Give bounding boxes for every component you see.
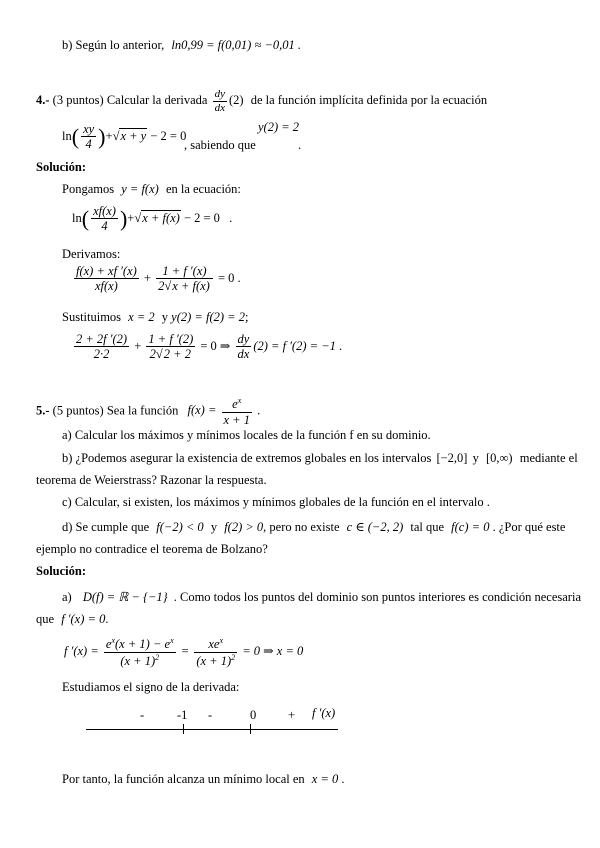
equation-4: $\frac{2 + 2f '(2)}{2\cdot 2}$ + $\frac{1 + f '(2)}{2√2 + 2}$ = 0 ⇒ $\frac{dy}{dx}$ (2) = f ′(2) = −1 . — [76, 332, 343, 362]
dx-label: dx — [214, 101, 225, 114]
solution-a-text: . Como todos los puntos del dominio son puntos interiores es condición necesaria — [173, 590, 581, 604]
sign-fprime: f ′(x) — [312, 706, 336, 720]
condition-y2: y(2) = 2 — [258, 120, 300, 134]
eq5-n1-e: e — [105, 637, 112, 652]
part-b-y: y — [472, 451, 479, 465]
part-b-line1 — [62, 451, 578, 465]
eq3-tail: = 0 — [217, 270, 235, 285]
p5-fx: f(x) = — [187, 403, 217, 418]
eq4-num1: 2 + 2f ′(2) — [76, 332, 128, 346]
problem-4-intro: (3 puntos) Calcular la derivada — [49, 93, 208, 108]
part-d-line2: ejemplo no contradice el teorema de Bolzano? — [36, 542, 268, 556]
eq1-num: xy — [83, 122, 95, 136]
eq4-den2-radicand: 2 + 2 — [163, 347, 191, 362]
eq4-tail: (2) = f ′(2) = −1 — [253, 338, 336, 353]
tal-que: tal que — [410, 520, 445, 534]
equation-2: ln( $\frac{xf(x)}{4}$ )+√x + f(x) − 2 = 0 . — [72, 204, 233, 234]
eq4-dx: dx — [237, 347, 250, 362]
p5-dot: . — [257, 403, 261, 418]
f-minus2: f(−2) < 0 — [156, 520, 204, 534]
eq5-n2: xe — [208, 637, 220, 652]
solution-a-line1 — [62, 590, 581, 604]
eq5-d1: (x + 1) — [120, 653, 156, 668]
eq3-den2-radicand: x + f(x) — [172, 279, 210, 294]
sign-minus-2: - — [208, 708, 213, 722]
sign-value-neg1: -1 — [177, 708, 188, 722]
eq3-dot: . — [237, 270, 241, 285]
domain: D(f) = ℝ − {−1} — [82, 590, 168, 604]
answer-b-line — [62, 38, 301, 52]
x-equals-0: x = 0 — [311, 772, 339, 786]
en-la-ecuacion: en la ecuación: — [165, 182, 241, 196]
eq3-num1: f(x) + xf ′(x) — [76, 264, 137, 278]
problem-5-intro: (5 puntos) Sea la función — [49, 403, 179, 418]
sign-plus: + — [288, 708, 296, 722]
derivative-fraction — [213, 88, 227, 114]
eq5-d2-exp: 2 — [231, 652, 236, 662]
conclusion-line — [62, 772, 345, 786]
ln-label: ln — [62, 128, 72, 143]
implicit-equation: ln( $\frac{xy}{4}$ )+√x + y − 2 = 0 — [62, 122, 187, 152]
part-c: c) Calcular, si existen, los máximos y mínimos globales de la función en el intervalo . — [62, 495, 490, 509]
sign-value-0: 0 — [250, 708, 257, 722]
solution-a-label: a) — [62, 590, 72, 604]
dy-label: dy — [214, 88, 225, 100]
eq2-radicand: x + f(x) — [142, 210, 180, 225]
eq5-tail: = 0 ⇒ x = 0 — [242, 643, 304, 658]
tick-0 — [250, 724, 251, 734]
eq5-n1-body: (x + 1) − e — [115, 637, 171, 652]
eq2-plus: + — [127, 210, 135, 225]
sign-axis — [86, 729, 338, 730]
sa2-dot: . — [105, 612, 109, 626]
part-d-line1 — [62, 520, 565, 534]
eq5-d1-exp: 2 — [155, 652, 160, 662]
semicolon: ; — [244, 310, 249, 324]
x-equals-2: x = 2 — [128, 310, 155, 324]
eq2-dot: . — [229, 210, 233, 225]
sabiendo-text: , sabiendo que — [184, 138, 256, 152]
eq5-lhs: f ′(x) = — [64, 643, 99, 658]
eq1-radicand: x + y — [120, 128, 147, 143]
pongamos-line — [62, 182, 241, 196]
derivamos-label: Derivamos: — [62, 247, 121, 261]
problem-4-number: 4.- — [36, 93, 50, 108]
part-a: a) Calcular los máximos y mínimos locales de la función f en su dominio. — [62, 428, 431, 442]
problem-5-statement — [36, 396, 260, 427]
eq4-dy: dy — [237, 332, 250, 346]
eq4-dot: . — [339, 338, 343, 353]
solution-5-title: Solución: — [36, 564, 87, 578]
eq2-ln: ln — [72, 210, 82, 225]
eq3-num2: 1 + f ′(x) — [156, 264, 213, 279]
y2-value: y(2) = f(2) = 2 — [171, 310, 245, 324]
eq1-fraction — [81, 122, 96, 152]
sustituimos-line — [62, 310, 248, 324]
dot: . — [298, 138, 302, 152]
f-2: f(2) > 0 — [224, 520, 264, 534]
que: que — [36, 612, 55, 626]
interval-1: [−2,0] — [436, 451, 468, 465]
equation-3: $\frac{f(x) + xf '(x)}{xf(x)}$ + $\frac{1 + f '(x)}{2√x + f(x)}$ = 0 . — [76, 264, 241, 294]
c-in-interval: c ∈ (−2, 2) — [346, 520, 404, 534]
eq5-n2-exp: x — [219, 636, 224, 645]
eq1-tail: − 2 = 0 — [150, 128, 187, 143]
eq5-d2: (x + 1) — [196, 653, 232, 668]
p5-num-e: e — [232, 397, 238, 412]
fprime-zero: f ′(x) = 0 — [61, 612, 106, 626]
solution-4-title: Solución: — [36, 160, 87, 174]
eq5-n1b-exp: x — [170, 636, 174, 645]
problem-4-rest: de la función implícita definida por la ecuación — [250, 93, 488, 108]
at-two: (2) — [229, 93, 244, 108]
eq2-den: 4 — [101, 219, 108, 234]
answer-b-text: b) Según lo anterior, — [62, 38, 165, 52]
eq5-n1-exp: x — [111, 636, 116, 645]
conclusion-text: Por tanto, la función alcanza un mínimo local en — [62, 772, 305, 786]
tick-neg1 — [183, 724, 184, 734]
interval-2: [0,∞) — [485, 451, 513, 465]
eq3-den1: xf(x) — [94, 279, 118, 294]
y-equals-fx: y = f(x) — [121, 182, 159, 196]
y-conj: y — [161, 310, 169, 324]
eq3-den2-coef: 2 — [158, 279, 165, 294]
eq4-plus: + — [134, 338, 142, 353]
f-c: f(c) = 0 — [451, 520, 490, 534]
eq3-plus: + — [143, 270, 151, 285]
equation-5 — [64, 636, 303, 668]
eq1-plus: + — [105, 128, 113, 143]
part-b-post: mediante el — [519, 451, 578, 465]
p5-den: x + 1 — [223, 412, 250, 427]
eq5-eq: = — [180, 643, 190, 658]
sign-minus-1: - — [140, 708, 145, 722]
sustituimos-text: Sustituimos — [62, 310, 122, 324]
signo-label: Estudiamos el signo de la derivada: — [62, 680, 240, 694]
problem-5-number: 5.- — [36, 403, 50, 418]
conclusion-dot: . — [341, 772, 345, 786]
part-d-y: y — [210, 520, 218, 534]
answer-b-math: ln0,99 = f(0,01) ≈ −0,01 . — [171, 38, 302, 52]
eq4-den1: 2·2 — [93, 347, 110, 362]
pongamos-text: Pongamos — [62, 182, 115, 196]
eq4-num2: 1 + f ′(2) — [148, 332, 194, 346]
part-b-text: b) ¿Podemos asegurar la existencia de extremos globales en los intervalos — [62, 451, 432, 465]
eq2-num: xf(x) — [93, 204, 116, 218]
p5-num-exp: x — [237, 396, 242, 405]
eq4-implies: = 0 ⇒ — [200, 338, 231, 353]
eq1-den: 4 — [85, 137, 92, 152]
part-d-text: d) Se cumple que — [62, 520, 150, 534]
problem-4-statement — [36, 88, 487, 114]
part-b-line2: teorema de Weierstrass? Razonar la respuesta. — [36, 473, 267, 487]
eq2-tail: − 2 = 0 — [183, 210, 220, 225]
eq4-den2-coef: 2 — [149, 347, 156, 362]
part-d-mid: , pero no existe — [263, 520, 340, 534]
solution-a-line2 — [36, 612, 108, 626]
part-d-post: . ¿Por qué este — [492, 520, 566, 534]
